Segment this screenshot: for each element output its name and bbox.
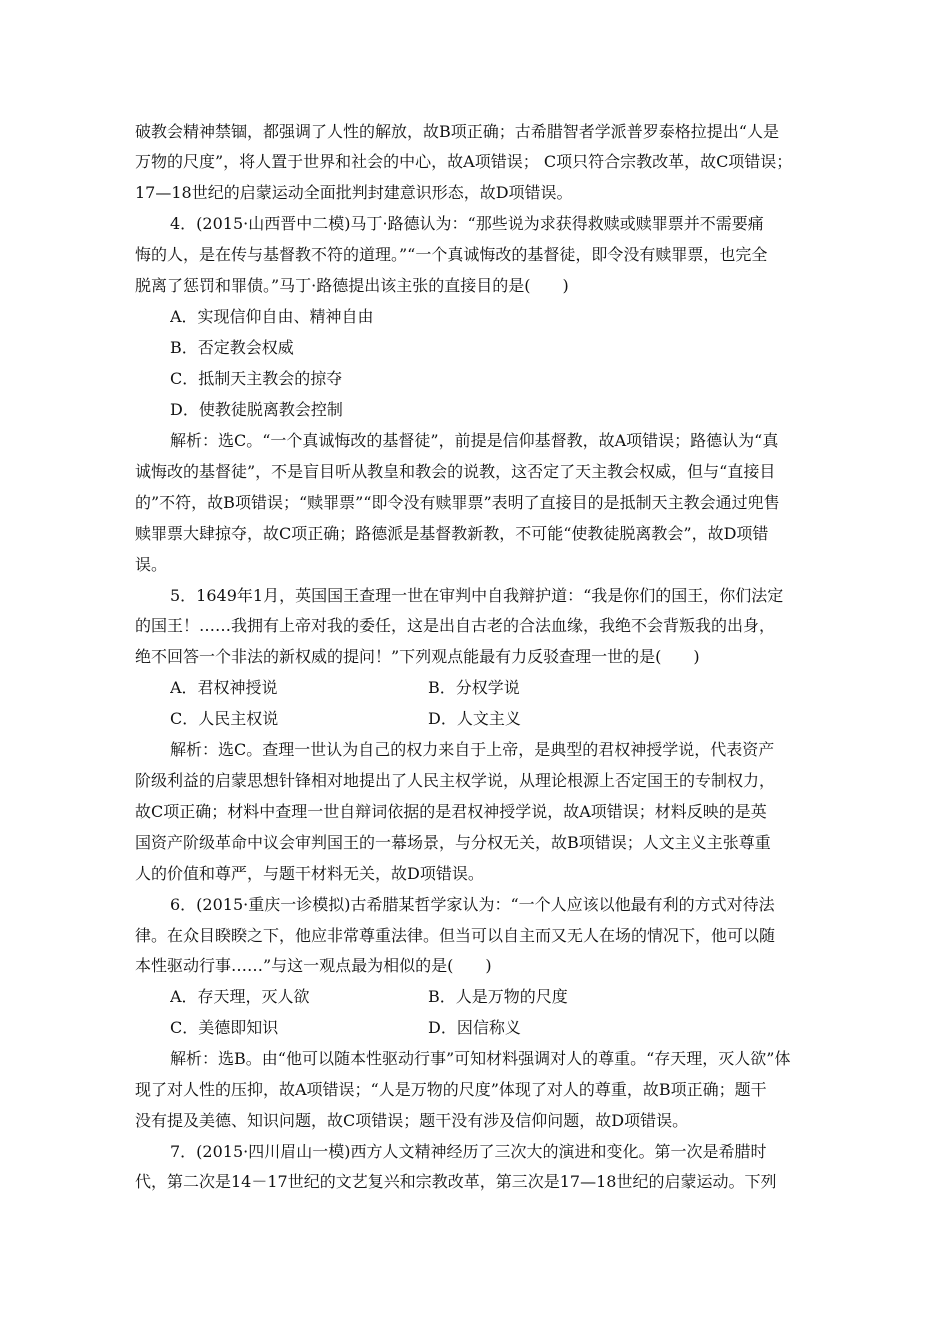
text-line: 悔的人，是在传与基督教不符的道理。”“一个真诚悔改的基督徒，即令没有赎罪票，也完全 (135, 245, 768, 264)
question-7-stem: 7．(2015·四川眉山一模)西方人文精神经历了三次大的演进和变化。第一次是希腊时 (170, 1142, 767, 1161)
option-a: A．实现信仰自由、精神自由 (170, 307, 374, 326)
text-line: 破教会精神禁锢，都强调了人性的解放，故B项正确；古希腊智者学派普罗泰格拉提出“人是 (135, 122, 779, 141)
text-line: 律。在众目睽睽之下，他应非常尊重法律。但当可以自主而又无人在场的情况下，他可以随 (135, 926, 776, 945)
text-line: 国资产阶级革命中议会审判国王的一幕场景，与分权无关，故B项错误；人文主义主张尊重 (135, 833, 771, 852)
question-6-stem: 6．(2015·重庆一诊模拟)古希腊某哲学家认为：“一个人应该以他最有利的方式对待法 (170, 895, 775, 914)
option-d: D．人文主义 (428, 709, 521, 728)
text-line: 阶级利益的启蒙思想针锋相对地提出了人民主权学说，从理论根源上否定国王的专制权力， (135, 771, 776, 790)
text-line: 赎罪票大肆掠夺，故C项正确；路德派是基督教新教，不可能“使教徒脱离教会”，故D项错 (135, 524, 769, 543)
text-line: 人的价值和尊严，与题干材料无关，故D项错误。 (135, 864, 484, 883)
text-line: 绝不回答一个非法的新权威的提问！”下列观点能最有力反驳查理一世的是( ) (135, 647, 700, 666)
option-d: D．使教徒脱离教会控制 (170, 400, 343, 419)
option-b: B．否定教会权威 (170, 338, 294, 357)
question-4-stem: 4．(2015·山西晋中二模)马丁·路德认为：“那些说为求获得救赎或赎罪票并不需要痛 (170, 214, 764, 233)
text-line: 万物的尺度”，将人置于世界和社会的中心，故A项错误； C项只符合宗教改革，故C项错误； (135, 152, 793, 171)
option-c: C．抵制天主教会的掠夺 (170, 369, 343, 388)
question-5-stem: 5．1649年1月，英国国王查理一世在审判中自我辩护道：“我是你们的国王，你们法定 (170, 586, 784, 605)
text-line: 代，第二次是14－17世纪的文艺复兴和宗教改革，第三次是17—18世纪的启蒙运动。下列 (135, 1172, 777, 1191)
text-line: 的国王！……我拥有上帝对我的委任，这是出自古老的合法血缘，我绝不会背叛我的出身， (135, 616, 776, 635)
option-c: C．人民主权说 (170, 709, 279, 728)
option-b: B．人是万物的尺度 (428, 987, 568, 1006)
explanation-4: 解析：选C。“一个真诚悔改的基督徒”，前提是信仰基督教，故A项错误；路德认为“真 (170, 431, 779, 450)
explanation-6: 解析：选B。由“他可以随本性驱动行事”可知材料强调对人的尊重。“存天理，灭人欲”体 (170, 1049, 791, 1068)
text-line: 误。 (135, 555, 168, 574)
text-line: 本性驱动行事……”与这一观点最为相似的是( ) (135, 956, 492, 975)
option-b: B．分权学说 (428, 678, 520, 697)
text-line: 没有提及美德、知识问题，故C项错误；题干没有涉及信仰问题，故D项错误。 (135, 1111, 689, 1130)
option-a: A．君权神授说 (170, 678, 278, 697)
text-line: 故C项正确；材料中查理一世自辩词依据的是君权神授学说，故A项错误；材料反映的是英 (135, 802, 767, 821)
text-line: 的”不符，故B项错误；“赎罪票”“即令没有赎罪票”表明了直接目的是抵制天主教会通过兜售 (135, 493, 780, 512)
text-line: 17—18世纪的启蒙运动全面批判封建意识形态，故D项错误。 (135, 183, 573, 202)
text-line: 现了对人性的压抑，故A项错误；“人是万物的尺度”体现了对人的尊重，故B项正确；题干 (135, 1080, 767, 1099)
option-d: D．因信称义 (428, 1018, 521, 1037)
option-c: C．美德即知识 (170, 1018, 279, 1037)
text-line: 诚悔改的基督徒”，不是盲目听从教皇和教会的说教，这否定了天主教会权威，但与“直接目 (135, 462, 776, 481)
explanation-5: 解析：选C。查理一世认为自己的权力来自于上帝，是典型的君权神授学说，代表资产 (170, 740, 775, 759)
text-line: 脱离了惩罚和罪债。”马丁·路德提出该主张的直接目的是( ) (135, 276, 569, 295)
option-a: A．存天理，灭人欲 (170, 987, 310, 1006)
